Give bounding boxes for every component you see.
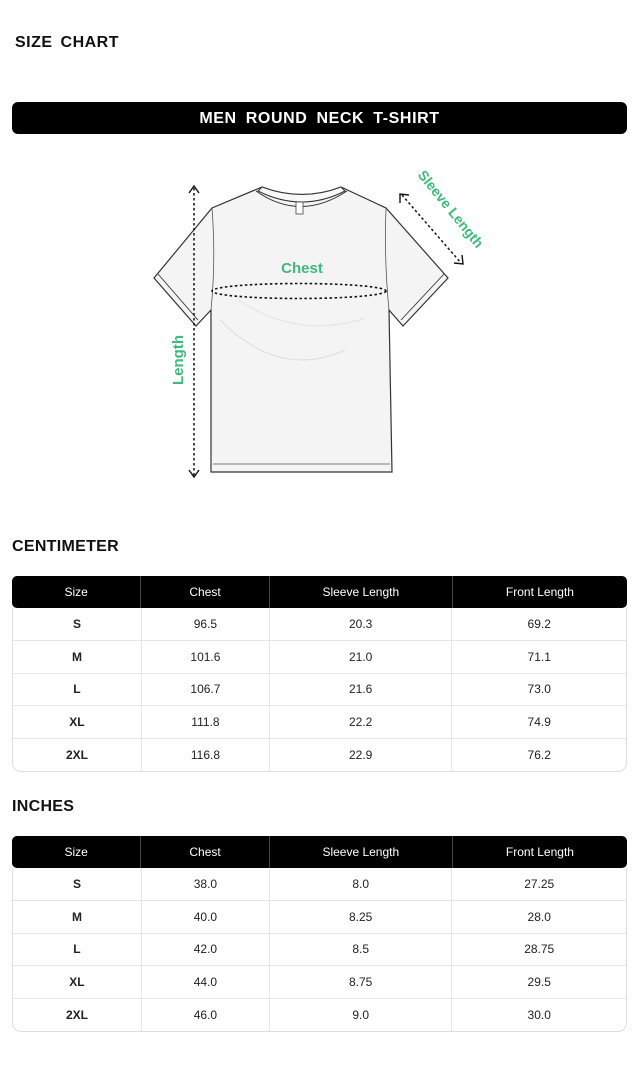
cell-chest: 116.8 xyxy=(141,739,269,771)
sleeve-length-label: Sleeve Length xyxy=(414,166,487,251)
cell-sleeve-length: 8.75 xyxy=(269,966,452,998)
cell-chest: 96.5 xyxy=(141,608,269,640)
tshirt-outline xyxy=(154,187,448,472)
cell-sleeve-length: 9.0 xyxy=(269,999,452,1031)
header-front-length: Front Length xyxy=(452,836,627,868)
table-row xyxy=(13,608,626,640)
cell-size: M xyxy=(71,649,82,664)
cell-front-length: 73.0 xyxy=(451,674,626,706)
cell-sleeve-length: 22.9 xyxy=(269,739,452,771)
table-row xyxy=(13,673,626,706)
cell-chest: 111.8 xyxy=(141,706,269,738)
cell-chest: 38.0 xyxy=(141,868,269,900)
header-sleeve-length: Sleeve Length xyxy=(269,576,452,608)
cell-sleeve-length: 20.3 xyxy=(269,608,452,640)
cell-size: S xyxy=(72,876,81,891)
table-row xyxy=(13,868,626,900)
cell-size: L xyxy=(73,682,81,697)
inches-table xyxy=(12,836,627,1032)
table-row xyxy=(13,933,626,966)
cell-sleeve-length: 8.5 xyxy=(269,934,452,966)
header-front-length: Front Length xyxy=(452,576,627,608)
table-row xyxy=(13,640,626,673)
cell-front-length: 74.9 xyxy=(451,706,626,738)
cell-chest: 101.6 xyxy=(141,641,269,673)
cell-front-length: 30.0 xyxy=(451,999,626,1031)
table-row xyxy=(13,900,626,933)
cell-size: M xyxy=(71,909,82,924)
table-header xyxy=(12,836,627,868)
table-row xyxy=(13,738,626,771)
table-row xyxy=(13,705,626,738)
cell-front-length: 76.2 xyxy=(451,739,626,771)
cell-chest: 106.7 xyxy=(141,674,269,706)
header-chest: Chest xyxy=(140,836,268,868)
cell-size: L xyxy=(73,942,81,957)
cell-chest: 42.0 xyxy=(141,934,269,966)
cell-front-length: 29.5 xyxy=(451,966,626,998)
inches-section-title: INCHES xyxy=(12,798,75,815)
cell-front-length: 71.1 xyxy=(451,641,626,673)
cell-size: XL xyxy=(69,975,85,990)
cell-sleeve-length: 8.0 xyxy=(269,868,452,900)
cell-size: S xyxy=(72,616,81,631)
cell-sleeve-length: 21.0 xyxy=(269,641,452,673)
tshirt-tag xyxy=(296,202,303,214)
table-body xyxy=(12,608,627,772)
table-body xyxy=(12,868,627,1032)
cell-sleeve-length: 8.25 xyxy=(269,901,452,933)
header-sleeve-length: Sleeve Length xyxy=(269,836,452,868)
cell-size: 2XL xyxy=(65,748,88,763)
centimeter-section-title: CENTIMETER xyxy=(12,538,119,555)
chest-label: Chest xyxy=(281,260,323,277)
cell-front-length: 27.25 xyxy=(451,868,626,900)
cell-front-length: 28.75 xyxy=(451,934,626,966)
header-chest: Chest xyxy=(140,576,268,608)
cell-chest: 40.0 xyxy=(141,901,269,933)
cell-sleeve-length: 22.2 xyxy=(269,706,452,738)
length-label: Length xyxy=(170,335,187,385)
product-banner: MEN ROUND NECK T-SHIRT xyxy=(12,102,627,134)
cell-chest: 46.0 xyxy=(141,999,269,1031)
table-row xyxy=(13,965,626,998)
cell-size: 2XL xyxy=(65,1008,88,1023)
cell-size: XL xyxy=(69,715,85,730)
cell-front-length: 28.0 xyxy=(451,901,626,933)
page-title: SIZE CHART xyxy=(15,34,119,51)
cell-chest: 44.0 xyxy=(141,966,269,998)
cell-front-length: 69.2 xyxy=(451,608,626,640)
table-row xyxy=(13,998,626,1031)
header-size: Size xyxy=(64,845,88,859)
tshirt-measurement-diagram xyxy=(0,150,639,510)
table-header xyxy=(12,576,627,608)
header-size: Size xyxy=(64,585,88,599)
centimeter-table xyxy=(12,576,627,772)
cell-sleeve-length: 21.6 xyxy=(269,674,452,706)
